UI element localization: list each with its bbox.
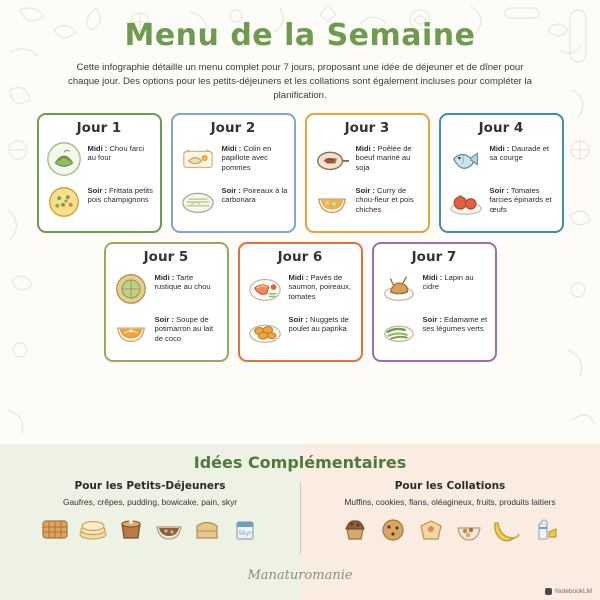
meal-label: Soir :	[87, 185, 107, 195]
meal-dinner	[45, 182, 154, 220]
extras-section	[0, 444, 600, 600]
meal-text	[490, 182, 556, 215]
credit	[545, 588, 592, 595]
meal-lunch	[447, 140, 556, 178]
pumpkin-soup-icon	[112, 311, 150, 349]
meal-desc: Tarte rustique au chou	[154, 272, 211, 292]
fish-papillote-icon	[179, 140, 217, 178]
days-row-2	[22, 242, 578, 362]
meal-label: Soir :	[154, 314, 174, 324]
bread-icon	[190, 512, 224, 546]
salmon-plate-icon	[246, 269, 284, 307]
snacks-heading: Pour les Collations	[394, 480, 506, 492]
meal-dinner	[313, 182, 422, 220]
breakfast-heading: Pour les Petits-Déjeuners	[74, 480, 226, 492]
meal-text	[222, 182, 288, 205]
meal-label: Soir :	[288, 314, 308, 324]
edamame-icon	[380, 311, 418, 349]
svg-text:Skyr: Skyr	[238, 530, 252, 538]
skyr-icon	[228, 512, 262, 546]
meal-lunch	[313, 140, 422, 178]
meal-dinner	[447, 182, 556, 220]
crepes-icon	[76, 512, 110, 546]
meal-dinner	[179, 182, 288, 220]
meal-desc: Lapin au cidre	[422, 272, 474, 292]
meal-label: Midi :	[154, 272, 175, 282]
breakfast-text: Gaufres, crêpes, pudding, bowicake, pain, skyr	[62, 497, 238, 507]
meal-desc: Edamame et ses légumes verts	[422, 314, 488, 334]
meal-desc: Pavés de saumon, poireaux, tomates	[288, 272, 351, 302]
meal-desc: Chou farci au four	[87, 143, 145, 163]
header	[0, 0, 600, 103]
nuggets-icon	[246, 311, 284, 349]
meal-desc: Soupe de potimarron au lait de coco	[154, 314, 214, 344]
day-card-1[interactable]	[37, 113, 162, 233]
page-subtitle: Cette infographie détaille un menu complet pour 7 jours, proposant une idée de déjeuner et de dîner pour chaque jour. Des options pour les petits-déjeuners et les collations sont également incluses pour compléter la planification.	[68, 62, 532, 101]
meal-text	[423, 311, 489, 334]
snacks-column	[300, 480, 600, 546]
meal-text	[88, 140, 154, 163]
meal-desc: Curry de chou-fleur et pois chiches	[355, 185, 414, 215]
nuts-bowl-icon	[452, 512, 486, 546]
credit-label: NotebookLM	[555, 588, 592, 595]
meal-label: Midi :	[422, 272, 443, 282]
rabbit-cider-icon	[380, 269, 418, 307]
rustic-tart-icon	[112, 269, 150, 307]
waffle-icon	[38, 512, 72, 546]
meal-label: Soir :	[221, 185, 241, 195]
meal-text	[423, 269, 489, 292]
meal-lunch	[179, 140, 288, 178]
meal-desc: Poireaux à la carbonara	[221, 185, 288, 205]
meal-desc: Nuggets de poulet au paprika	[288, 314, 349, 334]
meal-text	[289, 311, 355, 334]
meal-desc: Poêlée de boeuf mariné au soja	[355, 143, 412, 173]
day-title: Jour 6	[277, 248, 323, 265]
meal-lunch	[380, 269, 489, 307]
meal-dinner	[380, 311, 489, 349]
curry-bowl-icon	[313, 182, 351, 220]
meal-desc: Tomates farcies épinards et œufs	[489, 185, 552, 215]
meal-label: Midi :	[221, 143, 242, 153]
day-title: Jour 1	[76, 119, 122, 136]
meal-desc: Daurade et sa courge	[489, 143, 550, 163]
meal-text	[155, 269, 221, 292]
snacks-text: Muffins, cookies, flans, oléagineux, fruits, produits laitiers	[344, 497, 556, 507]
day-title: Jour 2	[210, 119, 256, 136]
page-title: Menu de la Semaine	[124, 18, 476, 53]
meal-label: Midi :	[288, 272, 309, 282]
milk-cheese-icon	[528, 512, 562, 546]
day-title: Jour 5	[143, 248, 189, 265]
meal-text	[490, 140, 556, 163]
day-card-6[interactable]	[238, 242, 363, 362]
pudding-icon	[114, 512, 148, 546]
meal-lunch	[112, 269, 221, 307]
snacks-icon-strip	[314, 512, 586, 546]
meal-text	[155, 311, 221, 344]
muffin-icon	[338, 512, 372, 546]
day-title: Jour 7	[411, 248, 457, 265]
meal-dinner	[246, 311, 355, 349]
meal-text	[356, 140, 422, 173]
extras-divider	[300, 482, 301, 554]
days-section	[0, 113, 600, 362]
banana-icon	[490, 512, 524, 546]
cookie-icon	[376, 512, 410, 546]
meal-text	[289, 269, 355, 302]
day-card-3[interactable]	[305, 113, 430, 233]
meal-desc: Colin en papillote avec pommes	[221, 143, 272, 173]
meal-label: Soir :	[489, 185, 509, 195]
bowlcake-icon	[152, 512, 186, 546]
frittata-icon	[45, 182, 83, 220]
flan-icon	[414, 512, 448, 546]
stuffed-cabbage-icon	[45, 140, 83, 178]
day-card-2[interactable]	[171, 113, 296, 233]
meal-lunch	[45, 140, 154, 178]
meal-text	[356, 182, 422, 215]
days-row-1	[22, 113, 578, 233]
meal-lunch	[246, 269, 355, 307]
brand-name: Manaturomanie	[247, 568, 353, 583]
extras-content	[0, 444, 600, 546]
day-title: Jour 3	[344, 119, 390, 136]
meal-label: Midi :	[489, 143, 510, 153]
meal-label: Soir :	[355, 185, 375, 195]
meal-dinner	[112, 311, 221, 349]
meal-text	[88, 182, 154, 205]
leeks-carbonara-icon	[179, 182, 217, 220]
meal-label: Midi :	[355, 143, 376, 153]
breakfast-icon-strip	[14, 512, 286, 546]
day-title: Jour 4	[478, 119, 524, 136]
notebooklm-icon	[545, 588, 552, 595]
day-card-4[interactable]	[439, 113, 564, 233]
day-card-7[interactable]	[372, 242, 497, 362]
stuffed-tomatoes-icon	[447, 182, 485, 220]
breakfast-column	[0, 480, 300, 546]
meal-label: Midi :	[87, 143, 108, 153]
meal-desc: Frittata petits pois champignons	[87, 185, 153, 205]
meal-label: Soir :	[422, 314, 442, 324]
beef-pan-icon	[313, 140, 351, 178]
meal-text	[222, 140, 288, 173]
sea-bream-icon	[447, 140, 485, 178]
extras-title: Idées Complémentaires	[193, 453, 407, 472]
day-card-5[interactable]	[104, 242, 229, 362]
